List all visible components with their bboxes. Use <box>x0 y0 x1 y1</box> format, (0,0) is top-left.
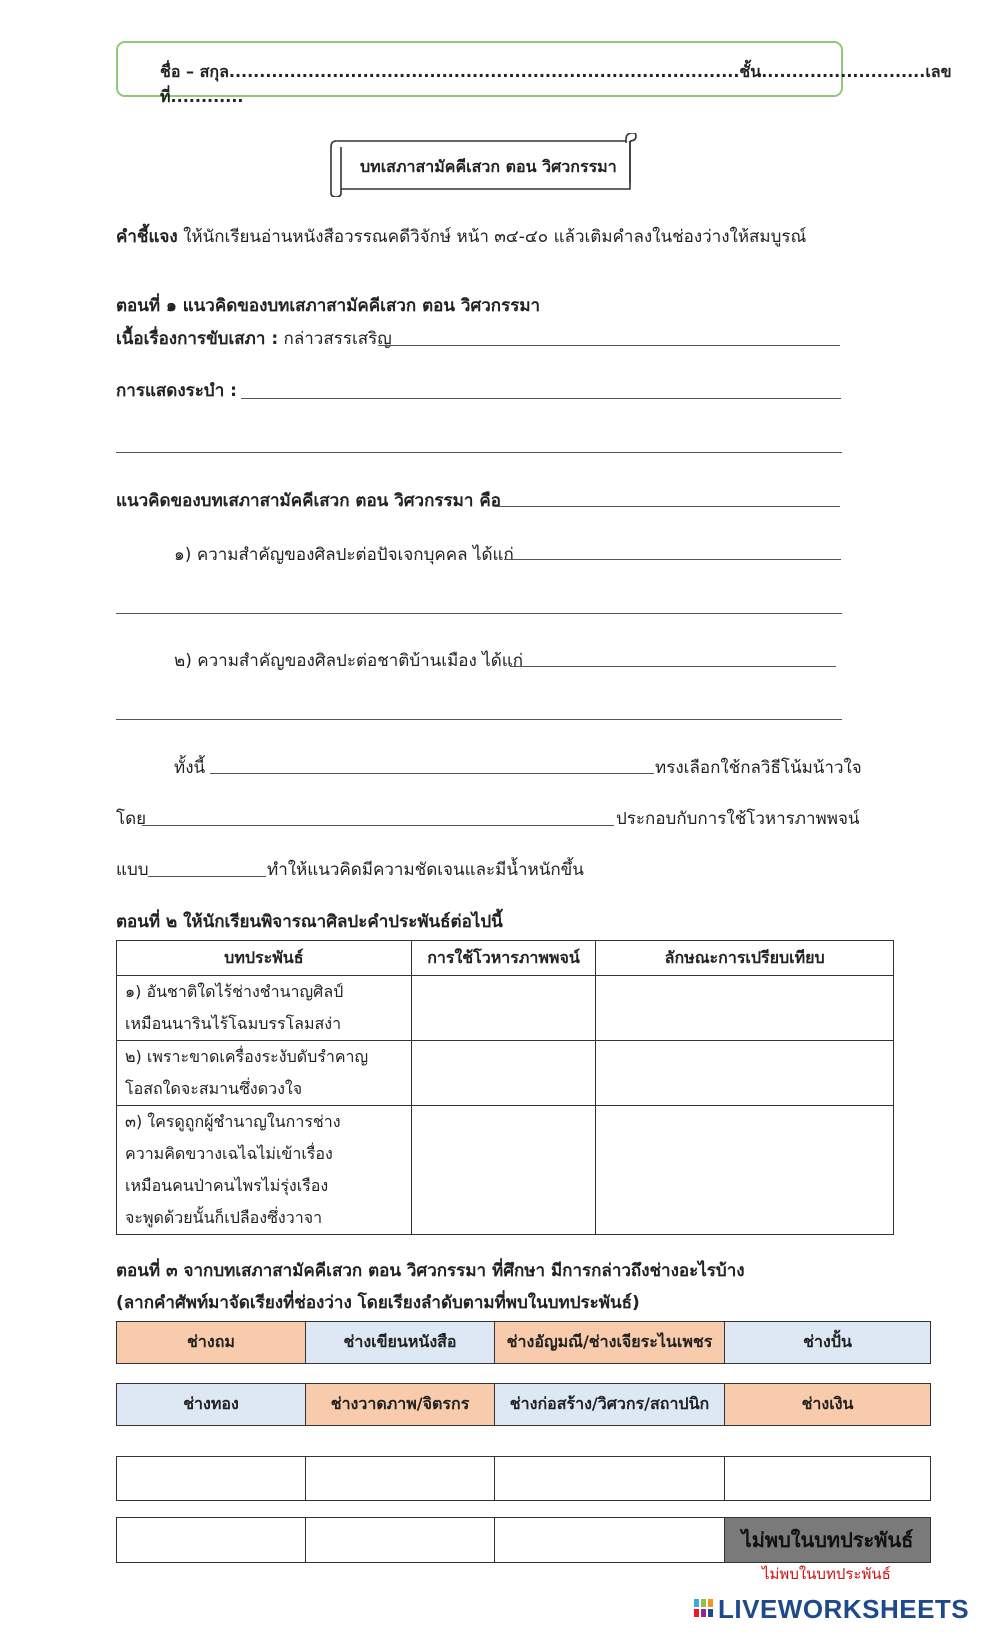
figure-of-speech-cell[interactable] <box>411 1041 596 1106</box>
comparison-cell[interactable] <box>596 976 894 1041</box>
answer-row-1 <box>116 1456 931 1501</box>
word-chip[interactable]: ช่างก่อสร้าง/วิศวกร/สถาปนิก <box>495 1384 725 1426</box>
concept-item-2: ๒) ความสำคัญของศิลปะต่อชาติบ้านเมือง ได้แก่ <box>174 651 524 671</box>
drop-slot[interactable] <box>725 1457 931 1501</box>
type-end: ทำให้แนวคิดมีความชัดเจนและมีน้ำหนักขึ้น <box>267 860 584 880</box>
comparison-cell[interactable] <box>596 1106 894 1235</box>
word-chip[interactable]: ช่างถม <box>117 1322 306 1364</box>
type-label: แบบ <box>116 860 149 880</box>
poem-line: ๑) อันชาติใดไร้ช่างชำนาญศิลป์ <box>125 982 344 1001</box>
worksheet-title: บทเสภาสามัคคีเสวก ตอน วิศวกรรมา <box>360 157 617 176</box>
item1-blank[interactable] <box>504 559 841 560</box>
part1-heading: ตอนที่ ๑ แนวคิดของบทเสภาสามัคคีเสวก ตอน วิศวกรรมา <box>116 296 541 316</box>
drop-slot[interactable] <box>117 1518 306 1563</box>
item2-blank-2[interactable] <box>116 719 842 720</box>
table-row <box>117 1041 894 1106</box>
word-bank-row-1 <box>116 1321 931 1364</box>
table-row <box>117 976 894 1041</box>
column-header: บทประพันธ์ <box>117 941 412 976</box>
word-chip[interactable]: ช่างเงิน <box>725 1384 931 1426</box>
dance-label: การแสดงระบำ : <box>116 381 237 401</box>
not-found-label: ไม่พบในบทประพันธ์ <box>762 1565 891 1583</box>
name-line[interactable]: ชื่อ – สกุล....................................................................................ชั้น...........................เลขที่............ <box>160 62 952 106</box>
poem-line: เหมือนคนป่าคนไพรไม่รุ่งเรือง <box>125 1176 329 1195</box>
instruction-text: ให้นักเรียนอ่านหนังสือวรรณคดีวิจักษ์ หน้า ๓๔-๔๐ แล้วเติมคำลงในช่องว่างให้สมบูรณ์ <box>177 227 807 247</box>
poem-table <box>116 940 894 1235</box>
word-chip[interactable]: ช่างเขียนหนังสือ <box>306 1322 495 1364</box>
content-blank[interactable] <box>378 345 840 346</box>
thus-end: ทรงเลือกใช้กลวิธีโน้มน้าวใจ <box>655 758 862 778</box>
figure-of-speech-cell[interactable] <box>411 976 596 1041</box>
poem-line: ๒) เพราะขาดเครื่องระงับดับรำคาญ <box>125 1047 369 1066</box>
poem-line: โอสถใดจะสมานซึ่งดวงใจ <box>125 1079 303 1098</box>
thus-label: ทั้งนี้ <box>174 758 206 778</box>
liveworksheets-logo-icon <box>693 1597 715 1619</box>
poem-cell <box>117 1041 412 1106</box>
poem-line: ๓) ใครดูถูกผู้ชำนาญในการช่าง <box>125 1112 341 1131</box>
column-header: การใช้โวหารภาพพจน์ <box>411 941 596 976</box>
poem-line: เหมือนนารินไร้โฉมบรรโลมสง่า <box>125 1014 342 1033</box>
part3-subheading: (ลากคำศัพท์มาจัดเรียงที่ช่องว่าง โดยเรียงลำดับตามที่พบในบทประพันธ์) <box>116 1293 640 1313</box>
dance-blank[interactable] <box>241 398 841 399</box>
drop-slot[interactable] <box>495 1518 725 1563</box>
concept-item-1: ๑) ความสำคัญของศิลปะต่อปัจเจกบุคคล ได้แก่ <box>174 545 514 565</box>
answer-row-2 <box>116 1517 931 1563</box>
poem-line: ความคิดขวางเฉไฉไม่เข้าเรื่อง <box>125 1144 333 1163</box>
word-bank-row-2 <box>116 1383 931 1426</box>
title-scroll <box>330 133 640 202</box>
word-chip[interactable]: ช่างวาดภาพ/จิตรกร <box>306 1384 495 1426</box>
content-label: เนื้อเรื่องการขับเสภา : <box>116 329 279 349</box>
poem-cell <box>117 976 412 1041</box>
by-end: ประกอบกับการใช้โวหารภาพพจน์ <box>616 809 860 829</box>
drop-slot[interactable] <box>306 1457 495 1501</box>
instruction-label: คำชี้แจง <box>116 227 178 247</box>
drop-slot[interactable] <box>306 1518 495 1563</box>
by-blank[interactable] <box>142 825 614 826</box>
column-header: ลักษณะการเปรียบเทียบ <box>596 941 894 976</box>
item2-blank[interactable] <box>510 666 836 667</box>
word-chip[interactable]: ช่างทอง <box>117 1384 306 1426</box>
content-value: กล่าวสรรเสริญ <box>278 329 392 349</box>
figure-of-speech-cell[interactable] <box>411 1106 596 1235</box>
concept-blank[interactable] <box>494 506 840 507</box>
poem-line: จะพูดด้วยนั้นก็เปลืองซึ่งวาจา <box>125 1208 323 1227</box>
by-label: โดย <box>116 809 147 829</box>
comparison-cell[interactable] <box>596 1041 894 1106</box>
thus-blank[interactable] <box>210 773 654 774</box>
item1-blank-2[interactable] <box>116 613 842 614</box>
word-chip[interactable]: ช่างอัญมณี/ช่างเจียระไนเพชร <box>495 1322 725 1364</box>
instruction <box>116 223 806 250</box>
part3-heading: ตอนที่ ๓ จากบทเสภาสามัคคีเสวก ตอน วิศวกรรมา ที่ศึกษา มีการกล่าวถึงช่างอะไรบ้าง <box>116 1261 745 1281</box>
word-chip[interactable]: ช่างปั้น <box>725 1322 931 1364</box>
liveworksheets-logo: LIVEWORKSHEETS <box>718 1594 970 1624</box>
drop-slot[interactable] <box>117 1457 306 1501</box>
drop-slot[interactable] <box>495 1457 725 1501</box>
table-header-row <box>117 941 894 976</box>
part2-heading: ตอนที่ ๒ ให้นักเรียนพิจารณาศิลปะคำประพันธ์ต่อไปนี้ <box>116 912 503 932</box>
poem-cell <box>117 1106 412 1235</box>
concept-label: แนวคิดของบทเสภาสามัคคีเสวก ตอน วิศวกรรมา คือ <box>116 491 501 511</box>
type-blank[interactable] <box>148 876 266 877</box>
not-found-chip[interactable]: ไม่พบในบทประพันธ์ <box>725 1518 931 1563</box>
table-row <box>117 1106 894 1235</box>
content-row <box>116 325 392 352</box>
dance-blank-2[interactable] <box>116 452 842 453</box>
